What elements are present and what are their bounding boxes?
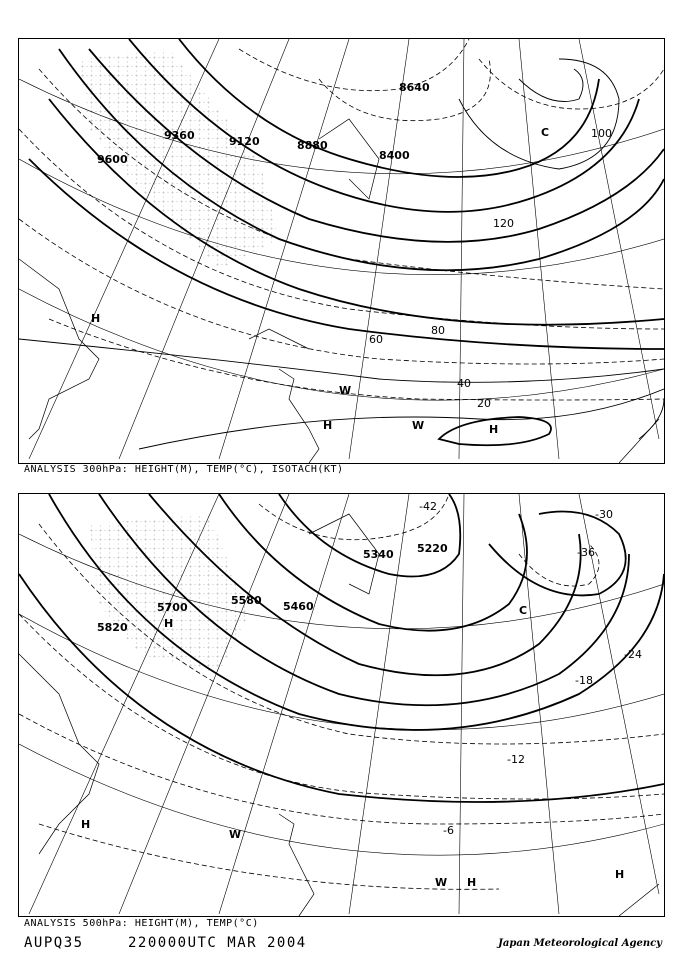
temp-label: -30 xyxy=(595,508,613,521)
height-label: 5580 xyxy=(231,594,262,607)
isotach-label: 80 xyxy=(431,324,445,337)
valid-time: 220000UTC MAR 2004 xyxy=(128,935,307,951)
height-label: 5220 xyxy=(417,542,448,555)
height-label: 5700 xyxy=(157,601,188,614)
height-label: 9120 xyxy=(229,135,260,148)
map-300hpa xyxy=(19,39,664,463)
height-label: 8400 xyxy=(379,149,410,162)
warm-center: W xyxy=(229,828,242,841)
map-500hpa xyxy=(19,494,664,916)
height-label: 5340 xyxy=(363,548,394,561)
warm-center: W xyxy=(412,419,425,432)
isotach-label: 60 xyxy=(369,333,383,346)
high-center: H xyxy=(81,818,91,831)
chart-footer xyxy=(24,935,662,955)
panel-caption-500hpa: ANALYSIS 500hPa: HEIGHT(M), TEMP(°C) xyxy=(24,918,259,929)
height-label: 8880 xyxy=(297,139,328,152)
cold-center: C xyxy=(541,126,550,139)
temp-label: -6 xyxy=(443,824,454,837)
temp-labels xyxy=(419,500,642,837)
isotach-label: 40 xyxy=(457,377,471,390)
high-center: H xyxy=(467,876,477,889)
temp-label: -36 xyxy=(577,546,595,559)
isotach-label: 100 xyxy=(591,127,612,140)
isotach-label: 20 xyxy=(477,397,491,410)
height-label: 9360 xyxy=(164,129,195,142)
high-center: H xyxy=(91,312,101,325)
temp-label: -42 xyxy=(419,500,437,513)
high-center: H xyxy=(489,423,499,436)
temp-label: -24 xyxy=(624,648,642,661)
warm-center: W xyxy=(435,876,448,889)
height-label: 5460 xyxy=(283,600,314,613)
high-center: H xyxy=(615,868,625,881)
height-label: 5820 xyxy=(97,621,128,634)
temp-label: -18 xyxy=(575,674,593,687)
panel-caption-300hpa: ANALYSIS 300hPa: HEIGHT(M), TEMP(°C), ISOTACH(KT) xyxy=(24,464,344,475)
height-label: 9600 xyxy=(97,153,128,166)
chart-code: AUPQ35 xyxy=(24,935,84,951)
analysis-500hpa-panel xyxy=(18,493,665,917)
warm-center: W xyxy=(339,384,352,397)
temp-label: -12 xyxy=(507,753,525,766)
isotach-label: 120 xyxy=(493,217,514,230)
cold-center: C xyxy=(519,604,528,617)
high-center: H xyxy=(164,617,174,630)
analysis-300hpa-panel xyxy=(18,38,665,464)
agency-credit: Japan Meteorological Agency xyxy=(498,938,662,949)
height-label: 8640 xyxy=(399,81,430,94)
high-center: H xyxy=(323,419,333,432)
coastlines xyxy=(19,119,659,463)
